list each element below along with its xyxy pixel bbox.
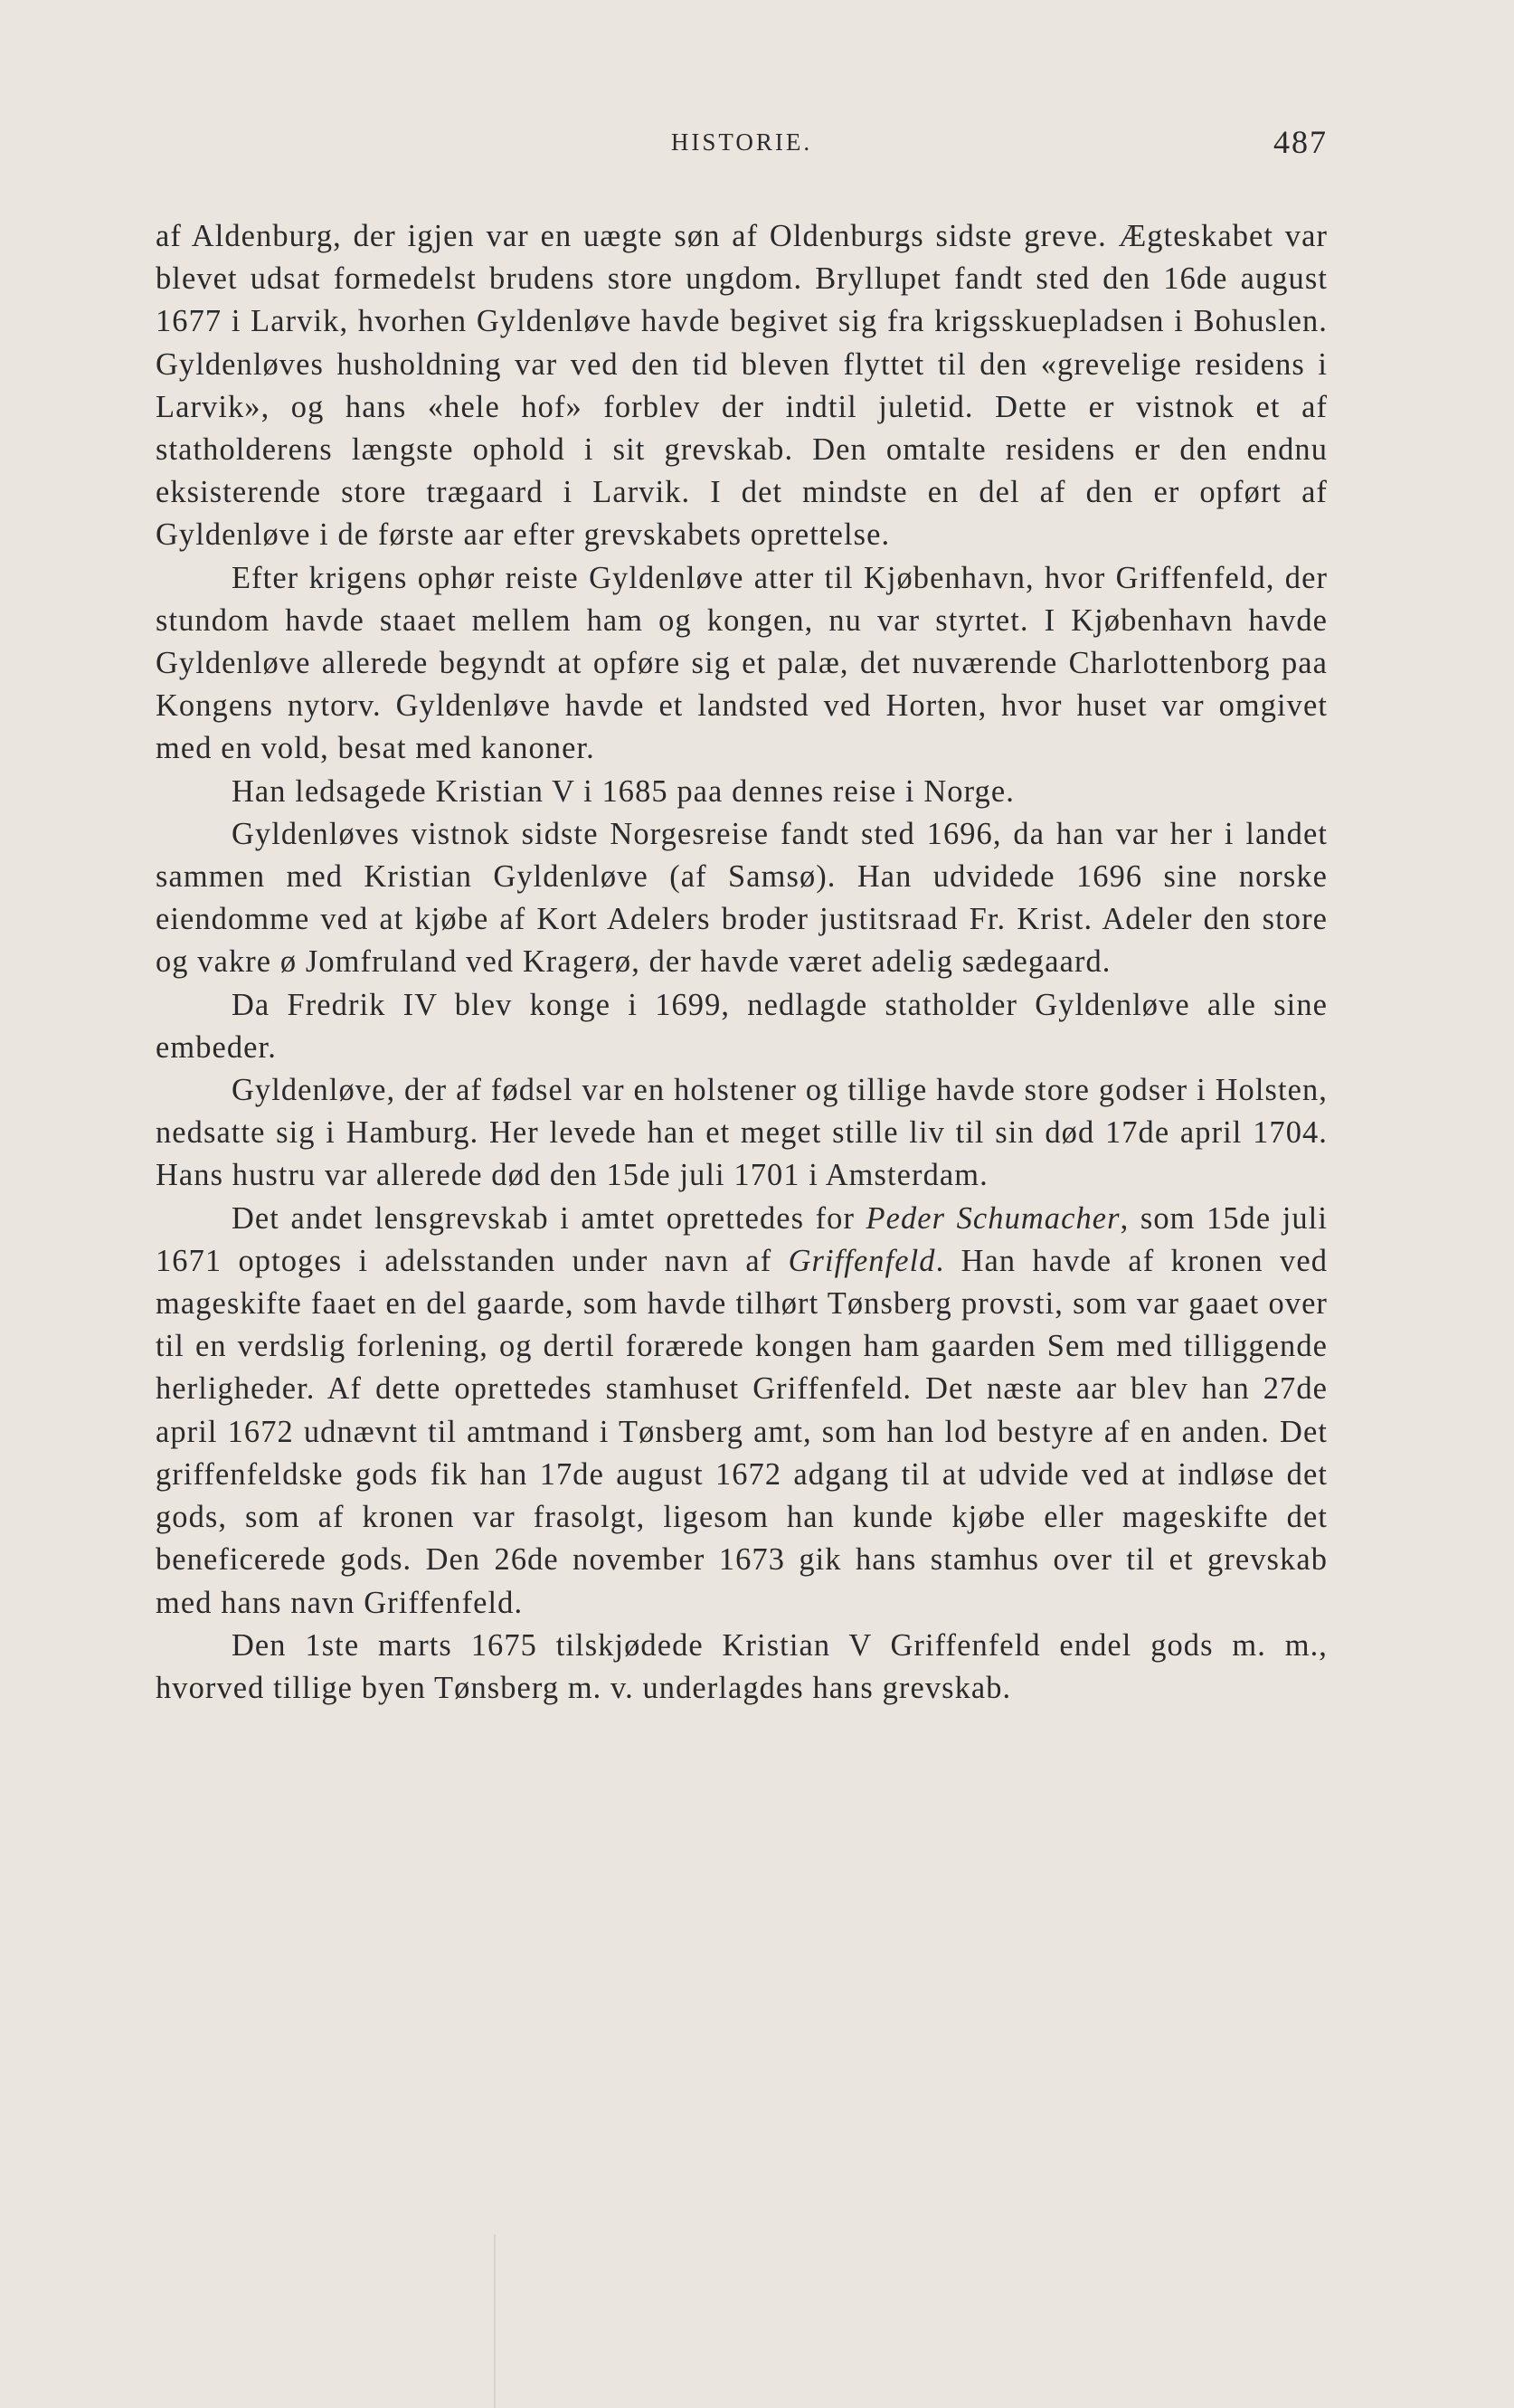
- running-header: [156, 118, 1328, 172]
- paragraph: Den 1ste marts 1675 tilskjødede Kristian V Griffenfeld endel gods m. m., hvorved tillige byen Tønsberg m. v. underlagdes hans grevskab.: [156, 1627, 1328, 1705]
- person-name: Peder Schumacher: [866, 1200, 1121, 1236]
- paragraph: Gyldenløves vistnok sidste Norgesreise fandt sted 1696, da han var her i landet sammen med Kristian Gyldenløve (af Samsø). Han udvidede 1696 sine norske eiendomme ved at kjøbe af Kort Adelers broder justitsraad Fr. Krist. Adeler den store og vakre ø Jomfruland ved Kragerø, der havde været adelig sædegaard.: [156, 816, 1328, 980]
- text-run: Det andet lensgrevskab i amtet oprettedes for: [232, 1200, 866, 1236]
- paragraph: Gyldenløve, der af fødsel var en holstener og tillige havde store godser i Holsten, nedsatte sig i Hamburg. Her levede han et meget stille liv til sin død 17de april 1704. Hans hustru var allerede død den 15de juli 1701 i Amsterdam.: [156, 1073, 1328, 1193]
- paragraph: Efter krigens ophør reiste Gyldenløve atter til Kjøbenhavn, hvor Griffenfeld, der stundom havde staaet mellem ham og kongen, nu var styrtet. I Kjøbenhavn havde Gyldenløve allerede begyndt at opføre sig et palæ, det nuværende Charlottenborg paa Kongens nytorv. Gyldenløve havde et landsted ved Horten, hvor huset var omgivet med en vold, besat med kanoner.: [156, 560, 1328, 766]
- noble-name: Griffenfeld: [788, 1243, 936, 1278]
- paragraph: [156, 1198, 1328, 1625]
- text-run: . Han havde af kronen ved mageskifte faaet en del gaarde, som havde tilhørt Tønsberg provsti, som var gaaet over til en verdslig forlening, og dertil forærede kongen ham gaarden Sem med tilliggende herligheder. Af dette oprettedes stamhuset Griffenfeld. Det næste aar blev han 27de april 1672 udnævnt til amtmand i Tønsberg amt, som han lod bestyre af en anden. Det griffenfeldske gods fik han 17de august 1672 adgang til at udvide ved at indløse det gods, som af kronen var frasolgt, ligesom han kunde kjøbe eller mageskifte det beneficerede gods. Den 26de november 1673 gik hans stamhus over til et grevskab med hans navn Griffenfeld.: [156, 1243, 1328, 1620]
- paragraph: Da Fredrik IV blev konge i 1699, nedlagde statholder Gyldenløve alle sine embeder.: [156, 987, 1328, 1065]
- page-number: 487: [1273, 124, 1328, 160]
- paragraph: Han ledsagede Kristian V i 1685 paa dennes reise i Norge.: [232, 773, 1015, 809]
- page-edge-line: [494, 2234, 496, 2408]
- running-title: HISTORIE.: [670, 128, 813, 156]
- text-run: , som 15de juli 1671 optoges i adelsstanden under navn af: [156, 1200, 1328, 1278]
- body-text: [156, 215, 1328, 1710]
- page: [156, 118, 1328, 1710]
- paragraph: af Aldenburg, der igjen var en uægte søn af Oldenburgs sidste greve. Ægteskabet var blevet udsat formedelst brudens store ungdom. Bryllupet fandt sted den 16de august 1677 i Larvik, hvorhen Gyldenløve havde begivet sig fra krigsskuepladsen i Bohuslen. Gyldenløves husholdning var ved den tid bleven flyttet til den «grevelige residens i Larvik», og hans «hele hof» forblev der indtil juletid. Dette er vistnok et af statholderens længste ophold i sit grevskab. Den omtalte residens er den endnu eksisterende store trægaard i Larvik. I det mindste en del af den er opført af Gyldenløve i de første aar efter grevskabets oprettelse.: [156, 219, 1328, 553]
